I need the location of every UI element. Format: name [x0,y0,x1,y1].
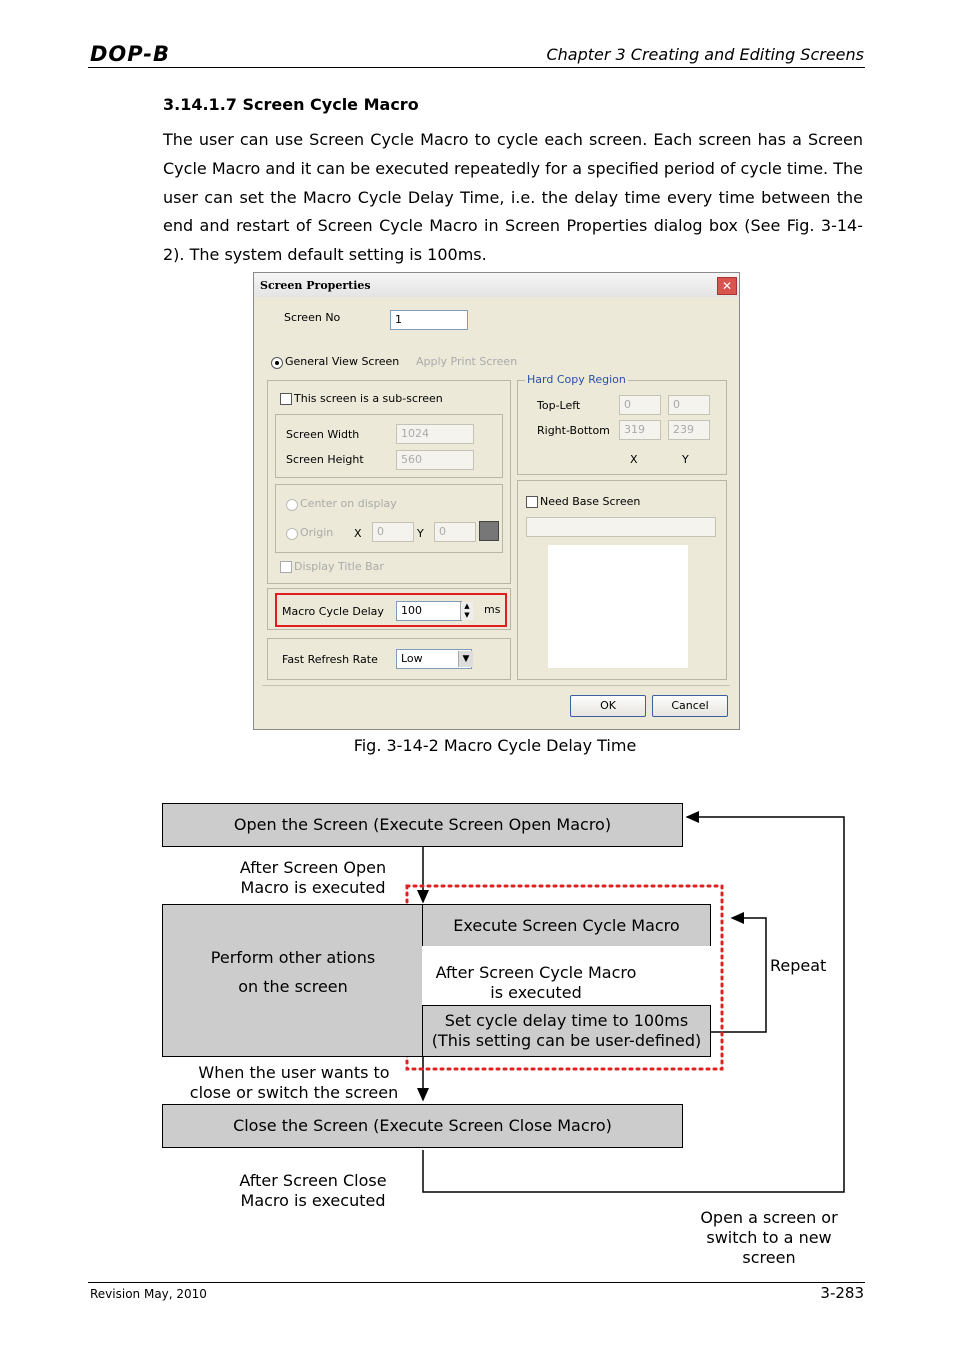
after-open-line1: After Screen Open [239,858,387,877]
when-user-line2: close or switch the screen [189,1083,399,1102]
macro-cycle-spinner[interactable]: ▲ ▼ [460,602,473,620]
close-screen-box: Close the Screen (Execute Screen Close Macro) [162,1104,683,1148]
dialog-title: Screen Properties [260,279,371,292]
origin-label: Origin [300,526,334,539]
after-close-line1: After Screen Close [239,1171,387,1190]
after-close-line2: Macro is executed [240,1191,386,1210]
cancel-button[interactable]: Cancel [652,695,728,717]
after-cycle-line1: After Screen Cycle Macro [435,963,637,982]
page-number: 3-283 [820,1284,864,1302]
when-user-label [180,1063,408,1103]
close-icon[interactable]: ✕ [717,277,737,295]
section-title: 3.14.1.7 Screen Cycle Macro [163,95,419,114]
repeat-label: Repeat [770,956,827,975]
screen-no-label: Screen No [284,311,341,324]
open-new-line3: screen [742,1248,796,1267]
set-delay-box [422,1005,711,1057]
open-new-screen-label [690,1208,848,1268]
fast-refresh-label: Fast Refresh Rate [282,653,378,666]
origin-y-input[interactable]: 0 [434,522,476,542]
open-screen-box: Open the Screen (Execute Screen Open Macro) [162,803,683,847]
screen-height-input[interactable]: 560 [396,450,474,470]
execute-cycle-box: Execute Screen Cycle Macro [422,904,711,948]
display-title-bar-label: Display Title Bar [294,560,384,573]
set-delay-line1: Set cycle delay time to 100ms [444,1011,689,1030]
apply-print-label: Apply Print Screen [416,355,518,368]
after-cycle-label [426,963,646,1003]
right-bottom-label: Right-Bottom [537,424,610,437]
right-bottom-x-input[interactable]: 319 [619,420,661,440]
center-display-label: Center on display [300,497,397,510]
top-left-label: Top-Left [537,399,581,412]
arrow-repeat-loop [710,918,766,1032]
ok-button[interactable]: OK [570,695,646,717]
chapter-title: Chapter 3 Creating and Editing Screens [546,45,864,64]
right-bottom-y-input[interactable]: 239 [668,420,710,440]
origin-x-input[interactable]: 0 [372,522,414,542]
hard-copy-region-label: Hard Copy Region [527,373,626,386]
top-left-x-input[interactable]: 0 [619,395,661,415]
set-delay-line2: (This setting can be user-defined) [431,1031,702,1050]
after-close-label [212,1171,414,1211]
dop-b-logo: DOP-B [90,42,171,66]
screen-no-input[interactable]: 1 [390,310,468,330]
hard-copy-y-label: Y [682,453,689,466]
macro-cycle-delay-input[interactable]: 100 [396,601,462,621]
screen-height-label: Screen Height [286,453,364,466]
origin-y-label: Y [417,527,424,540]
footer-rule [88,1282,865,1283]
macro-cycle-unit: ms [484,603,501,616]
figure-caption: Fig. 3-14-2 Macro Cycle Delay Time [353,736,637,755]
sub-screen-label: This screen is a sub-screen [294,392,443,405]
perform-actions-box [162,904,424,1057]
origin-x-label: X [354,527,362,540]
general-view-label: General View Screen [285,355,400,368]
hard-copy-x-label: X [630,453,638,466]
screen-width-input[interactable]: 1024 [396,424,474,444]
body-paragraph: The user can use Screen Cycle Macro to cycle each screen. Each screen has a Screen Cycle Macro and it can be executed repeatedly for a specified period of cycle time. The user can set the Macro Cycle Delay Time, i.e. the delay time every time between the end and restart of Screen Cycle Macro in Screen Properties dialog box (See Fig. 3-14-2). The system default setting is 100ms. [163,130,863,265]
revision-date: Revision May, 2010 [90,1287,207,1301]
top-left-y-input[interactable]: 0 [668,395,710,415]
open-new-line1: Open a screen or [700,1208,838,1227]
perform-line1: Perform other ations [210,948,376,967]
after-open-line2: Macro is executed [240,878,386,897]
chevron-down-icon[interactable]: ▼ [458,651,473,667]
screen-width-label: Screen Width [286,428,360,441]
open-new-line2: switch to a new [706,1228,832,1247]
after-open-label [212,858,414,898]
macro-cycle-delay-label: Macro Cycle Delay [282,605,384,618]
after-cycle-line2: is executed [490,983,582,1002]
fast-refresh-select[interactable]: Low [396,649,472,669]
when-user-line1: When the user wants to [198,1063,390,1082]
need-base-screen-label: Need Base Screen [540,495,641,508]
perform-line2: on the screen [238,977,348,996]
